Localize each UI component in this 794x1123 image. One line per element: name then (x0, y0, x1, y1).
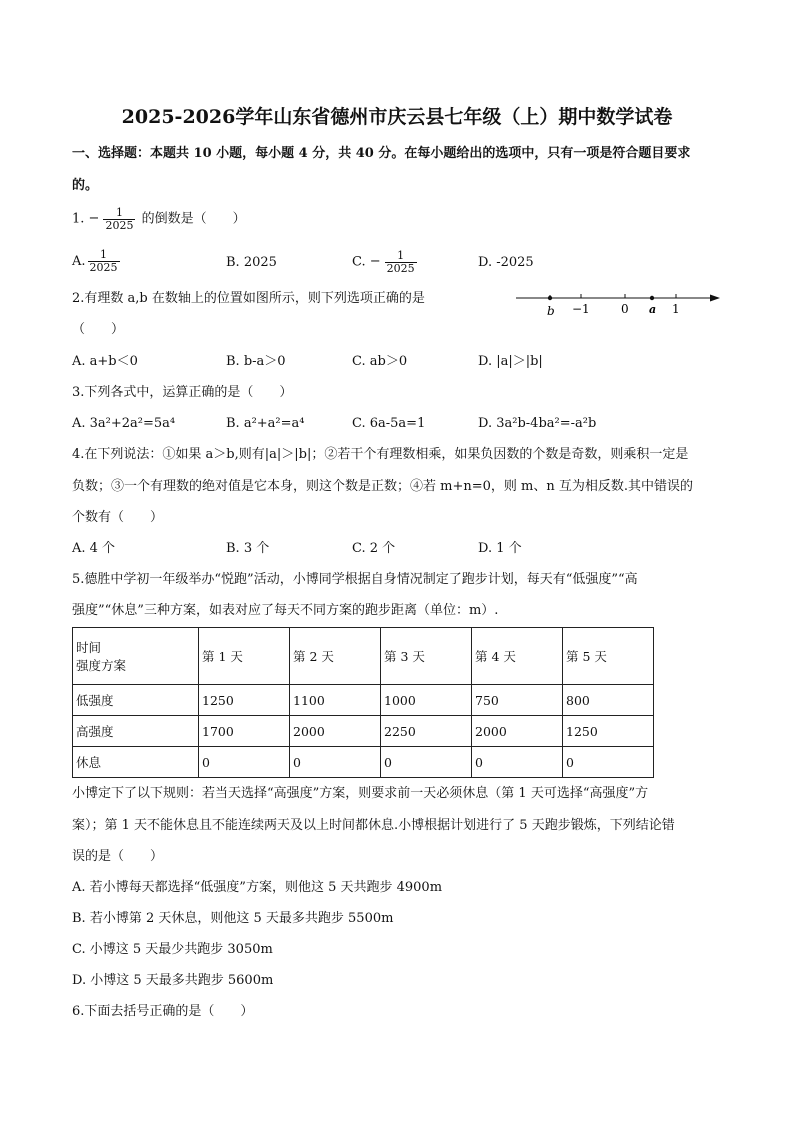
row-label: 高强度 (73, 716, 199, 747)
table-cell: 1250 (563, 716, 654, 747)
q1-number: 1. (72, 211, 85, 227)
q1-a-fraction: $\frac{1}{2025}$ (89, 248, 118, 274)
table-row (73, 685, 654, 716)
table-cell: 0 (381, 747, 472, 778)
table-cell: 0 (290, 747, 381, 778)
table-cell: 1700 (199, 716, 290, 747)
q4-option-d[interactable]: D. 1 个 (478, 541, 522, 556)
q5-option-c[interactable]: C. 小博这 5 天最少共跑步 3050m (72, 942, 273, 957)
label-neg1: −1 (572, 302, 590, 316)
table-cell: 750 (472, 685, 563, 716)
q2-option-b[interactable]: B. b-a＞0 (226, 354, 286, 369)
q5-option-d[interactable]: D. 小博这 5 天最多共跑步 5600m (72, 973, 274, 988)
question-2-stem: 2.有理数 a,b 在数轴上的位置如图所示，则下列选项正确的是 (72, 291, 425, 306)
question-5-rule-line2: 案）；第 1 天不能休息且不能连续两天及以上时间都休息.小博根据计划进行了 5 天跑步锻炼，下列结论错 (72, 818, 675, 833)
q1-option-b[interactable]: B. 2025 (226, 255, 277, 270)
q1-option-d[interactable]: D. -2025 (478, 255, 534, 270)
table-cell: 2250 (381, 716, 472, 747)
table-cell: 1100 (290, 685, 381, 716)
table-row (73, 747, 654, 778)
q1-minus: − (88, 211, 100, 226)
schedule-table (72, 627, 654, 778)
table-header-row (73, 628, 654, 685)
q5-option-a[interactable]: A. 若小博每天都选择“低强度”方案，则他这 5 天共跑步 4900m (72, 880, 443, 895)
q1-option-a[interactable]: A. $\frac{1}{2025}$ (72, 248, 118, 274)
question-5-line1: 5.德胜中学初一年级举办“悦跑”活动，小博同学根据自身情况制定了跑步计划，每天有“低强度”“高 (72, 572, 638, 587)
question-3-stem: 3.下列各式中，运算正确的是（ ） (72, 385, 293, 400)
table-cell: 0 (563, 747, 654, 778)
header-day-5: 第 5 天 (563, 628, 654, 685)
header-day-1: 第 1 天 (199, 628, 290, 685)
question-4-line2: 负数；③一个有理数的绝对值是它本身，则这个数是正数；④若 m+n=0，则 m、n 互为相反数.其中错误的 (72, 479, 693, 494)
table-cell: 2000 (472, 716, 563, 747)
question-1-stem (72, 204, 246, 235)
q3-option-b[interactable]: B. a²+a²=a⁴ (226, 416, 305, 431)
question-4-line3: 个数有（ ） (72, 510, 164, 525)
label-zero: 0 (621, 302, 629, 316)
q2-option-d[interactable]: D. |a|＞|b| (478, 354, 543, 369)
q1-stem-text: 的倒数是（ ） (141, 211, 246, 227)
q1-fraction: $\frac{1}{2025}$ (105, 205, 134, 232)
table-cell: 1250 (199, 685, 290, 716)
section-heading-line1: 一、选择题：本题共 10 小题，每小题 4 分，共 40 分。在每小题给出的选项中，只有一项是符合题目要求 (72, 146, 691, 161)
table-row (73, 716, 654, 747)
table-cell: 800 (563, 685, 654, 716)
q2-option-c[interactable]: C. ab＞0 (352, 354, 408, 369)
number-line-arrow (710, 295, 720, 302)
exam-title: 2025-2026学年山东省德州市庆云县七年级（上）期中数学试卷 (121, 106, 673, 128)
q3-option-a[interactable]: A. 3a²+2a²=5a⁴ (72, 416, 176, 431)
header-day-4: 第 4 天 (472, 628, 563, 685)
label-one: 1 (672, 302, 680, 316)
q3-option-c[interactable]: C. 6a-5a=1 (352, 416, 426, 431)
question-2-paren: （ ） (72, 322, 125, 337)
q3-option-d[interactable]: D. 3a²b-4ba²=-a²b (478, 416, 597, 431)
table-cell: 0 (199, 747, 290, 778)
q5-option-b[interactable]: B. 若小博第 2 天休息，则他这 5 天最多共跑步 5500m (72, 911, 394, 926)
q1-c-fraction: $\frac{1}{2025}$ (386, 248, 415, 275)
table-cell: 1000 (381, 685, 472, 716)
label-b: b (547, 304, 555, 318)
table-corner-cell: 时间 强度方案 (73, 628, 199, 685)
row-label: 休息 (73, 747, 199, 778)
point-a (650, 296, 654, 300)
row-label: 低强度 (73, 685, 199, 716)
question-5-rule-line3: 误的是（ ） (72, 849, 164, 864)
q4-option-b[interactable]: B. 3 个 (226, 541, 270, 556)
q4-option-c[interactable]: C. 2 个 (352, 541, 396, 556)
number-line-figure (514, 288, 724, 320)
header-day-3: 第 3 天 (381, 628, 472, 685)
section-heading-line2: 的。 (72, 178, 99, 193)
question-6-stem: 6.下面去括号正确的是（ ） (72, 1004, 254, 1019)
q4-option-a[interactable]: A. 4 个 (72, 541, 116, 556)
question-5-line2: 强度”“休息”三种方案，如表对应了每天不同方案的跑步距离（单位：m）. (72, 603, 499, 618)
q1-option-c[interactable]: C. − $\frac{1}{2025}$ (352, 248, 415, 275)
label-a: a (649, 303, 657, 316)
point-b (548, 296, 552, 300)
table-cell: 2000 (290, 716, 381, 747)
question-4-line1: 4.在下列说法：①如果 a＞b,则有|a|＞|b|；②若干个有理数相乘，如果负因数的个数是奇数，则乘积一定是 (72, 447, 689, 462)
q2-option-a[interactable]: A. a+b＜0 (72, 354, 138, 369)
header-day-2: 第 2 天 (290, 628, 381, 685)
question-5-rule-line1: 小博定下了以下规则：若当天选择“高强度”方案，则要求前一天必须休息（第 1 天可选择“高强度”方 (72, 786, 649, 801)
table-cell: 0 (472, 747, 563, 778)
